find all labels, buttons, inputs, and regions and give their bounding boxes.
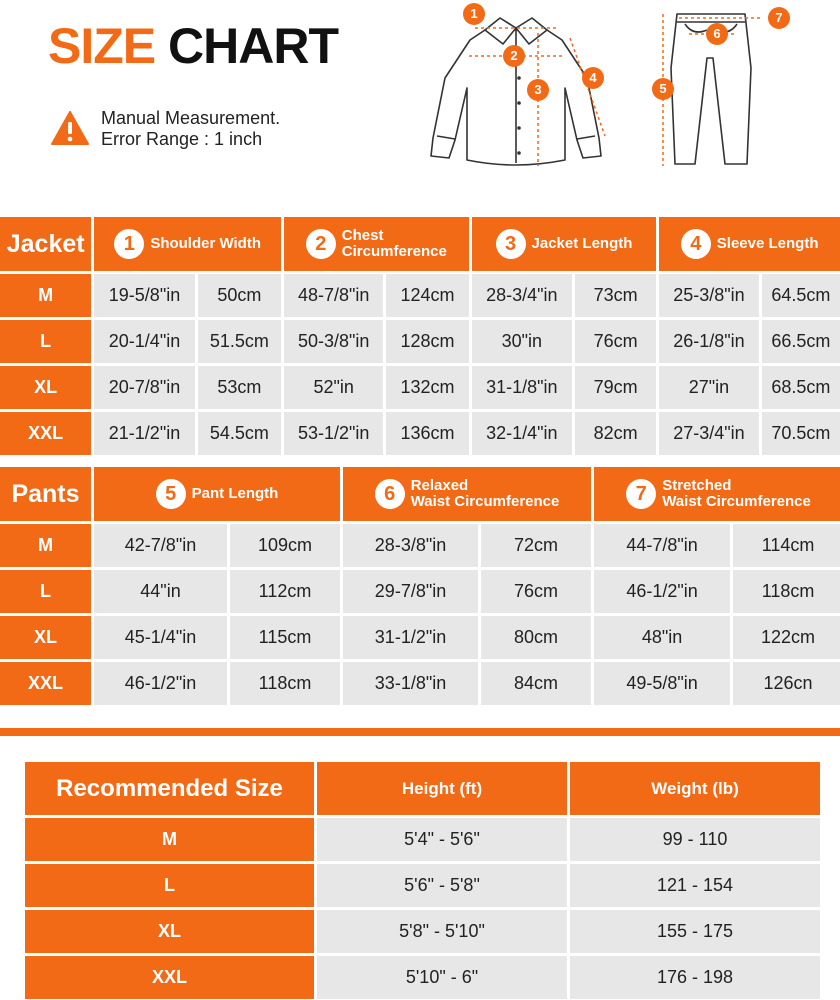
col-jacket-length: 3 Jacket Length — [472, 217, 657, 271]
table-cell: 44-7/8"in — [594, 524, 730, 567]
recommended-size-table — [22, 759, 823, 1000]
table-cell: 53cm — [198, 366, 281, 409]
table-cell: 64.5cm — [762, 274, 840, 317]
table-cell: 49-5/8"in — [594, 662, 730, 705]
number-5-icon: 5 — [156, 479, 186, 509]
size-label: L — [25, 864, 314, 907]
measurement-note — [101, 108, 280, 150]
table-cell: 29-7/8"in — [343, 570, 478, 613]
table-cell: 20-1/4"in — [94, 320, 194, 363]
table-cell: 82cm — [575, 412, 656, 455]
note-line-1: Manual Measurement. — [101, 108, 281, 128]
col-pant-length: 5 Pant Length — [94, 467, 340, 521]
table-cell: 76cm — [575, 320, 656, 363]
number-3-icon: 3 — [496, 229, 526, 259]
col-stretched-waist: 7 Stretched Waist Circumference — [594, 467, 840, 521]
page-title — [48, 20, 338, 72]
marker-6: 6 — [706, 23, 728, 45]
table-cell: 99 - 110 — [570, 818, 820, 861]
size-label: XL — [0, 616, 91, 659]
table-cell: 66.5cm — [762, 320, 840, 363]
table-cell: 79cm — [575, 366, 656, 409]
table-cell: 118cm — [733, 570, 840, 613]
title-chart: CHART — [168, 18, 339, 74]
size-label: XXL — [0, 662, 91, 705]
table-cell: 112cm — [230, 570, 340, 613]
table-cell: 76cm — [481, 570, 591, 613]
table-cell: 5'8" - 5'10" — [317, 910, 567, 953]
pants-header-row — [0, 467, 840, 521]
table-row — [25, 910, 820, 953]
table-cell: 155 - 175 — [570, 910, 820, 953]
size-label: L — [0, 570, 91, 613]
table-row — [25, 818, 820, 861]
table-cell: 44"in — [94, 570, 227, 613]
table-row — [0, 412, 840, 455]
table-cell: 124cm — [386, 274, 468, 317]
number-1-icon: 1 — [114, 229, 144, 259]
marker-5: 5 — [652, 78, 674, 100]
number-2-icon: 2 — [306, 229, 336, 259]
table-cell: 5'4" - 5'6" — [317, 818, 567, 861]
col-relaxed-waist: 6 Relaxed Waist Circumference — [343, 467, 591, 521]
table-cell: 32-1/4"in — [472, 412, 572, 455]
number-7-icon: 7 — [626, 479, 656, 509]
jacket-header-row — [0, 217, 840, 271]
table-cell: 19-5/8"in — [94, 274, 194, 317]
pants-label: Pants — [0, 467, 91, 521]
table-cell: 132cm — [386, 366, 468, 409]
size-label: XXL — [25, 956, 314, 999]
table-cell: 28-3/4"in — [472, 274, 572, 317]
marker-3: 3 — [527, 79, 549, 101]
table-row — [0, 570, 840, 613]
table-row — [0, 662, 840, 705]
table-cell: 30"in — [472, 320, 572, 363]
table-cell: 114cm — [733, 524, 840, 567]
size-label: XL — [25, 910, 314, 953]
table-cell: 118cm — [230, 662, 340, 705]
table-row — [0, 524, 840, 567]
table-cell: 68.5cm — [762, 366, 840, 409]
number-4-icon: 4 — [681, 229, 711, 259]
table-cell: 46-1/2"in — [94, 662, 227, 705]
table-cell: 26-1/8"in — [659, 320, 758, 363]
size-label: M — [0, 274, 91, 317]
table-cell: 33-1/8"in — [343, 662, 478, 705]
table-cell: 122cm — [733, 616, 840, 659]
jacket-label: Jacket — [0, 217, 91, 271]
table-row — [0, 320, 840, 363]
note-line-2: Error Range : 1 inch — [101, 129, 263, 149]
size-label: M — [25, 818, 314, 861]
table-cell: 50-3/8"in — [284, 320, 383, 363]
col-weight: Weight (lb) — [570, 762, 820, 815]
table-cell: 70.5cm — [762, 412, 840, 455]
table-cell: 27-3/4"in — [659, 412, 758, 455]
marker-7: 7 — [768, 7, 790, 29]
table-cell: 115cm — [230, 616, 340, 659]
table-cell: 48"in — [594, 616, 730, 659]
table-cell: 126cn — [733, 662, 840, 705]
table-cell: 21-1/2"in — [94, 412, 194, 455]
table-cell: 109cm — [230, 524, 340, 567]
recommended-header-row — [25, 762, 820, 815]
pants-size-table — [0, 464, 840, 708]
table-cell: 31-1/2"in — [343, 616, 478, 659]
table-cell: 25-3/8"in — [659, 274, 758, 317]
table-cell: 136cm — [386, 412, 468, 455]
jacket-size-table — [0, 214, 840, 458]
size-label: XL — [0, 366, 91, 409]
number-6-icon: 6 — [375, 479, 405, 509]
table-cell: 51.5cm — [198, 320, 281, 363]
col-sleeve-length: 4 Sleeve Length — [659, 217, 840, 271]
table-cell: 73cm — [575, 274, 656, 317]
table-cell: 27"in — [659, 366, 758, 409]
table-cell: 42-7/8"in — [94, 524, 227, 567]
marker-1: 1 — [463, 3, 485, 25]
table-cell: 20-7/8"in — [94, 366, 194, 409]
marker-2: 2 — [503, 45, 525, 67]
table-cell: 176 - 198 — [570, 956, 820, 999]
table-cell: 80cm — [481, 616, 591, 659]
warning-icon — [50, 110, 90, 146]
size-label: XXL — [0, 412, 91, 455]
table-row — [0, 274, 840, 317]
table-cell: 121 - 154 — [570, 864, 820, 907]
table-cell: 72cm — [481, 524, 591, 567]
section-divider — [0, 728, 840, 736]
title-size: SIZE — [48, 18, 156, 74]
col-height: Height (ft) — [317, 762, 567, 815]
table-cell: 31-1/8"in — [472, 366, 572, 409]
table-cell: 48-7/8"in — [284, 274, 383, 317]
table-cell: 28-3/8"in — [343, 524, 478, 567]
shirt-illustration — [425, 8, 625, 178]
col-chest-circumference: 2 Chest Circumference — [284, 217, 469, 271]
table-cell: 50cm — [198, 274, 281, 317]
table-row — [0, 616, 840, 659]
table-row — [25, 864, 820, 907]
table-cell: 53-1/2"in — [284, 412, 383, 455]
col-shoulder-width: 1 Shoulder Width — [94, 217, 281, 271]
table-row — [0, 366, 840, 409]
size-label: L — [0, 320, 91, 363]
marker-4: 4 — [582, 67, 604, 89]
table-cell: 45-1/4"in — [94, 616, 227, 659]
table-cell: 54.5cm — [198, 412, 281, 455]
size-label: M — [0, 524, 91, 567]
table-cell: 46-1/2"in — [594, 570, 730, 613]
table-cell: 5'6" - 5'8" — [317, 864, 567, 907]
table-cell: 128cm — [386, 320, 468, 363]
table-cell: 84cm — [481, 662, 591, 705]
recommended-label: Recommended Size — [25, 762, 314, 815]
table-cell: 5'10" - 6" — [317, 956, 567, 999]
table-cell: 52"in — [284, 366, 383, 409]
table-row — [25, 956, 820, 999]
